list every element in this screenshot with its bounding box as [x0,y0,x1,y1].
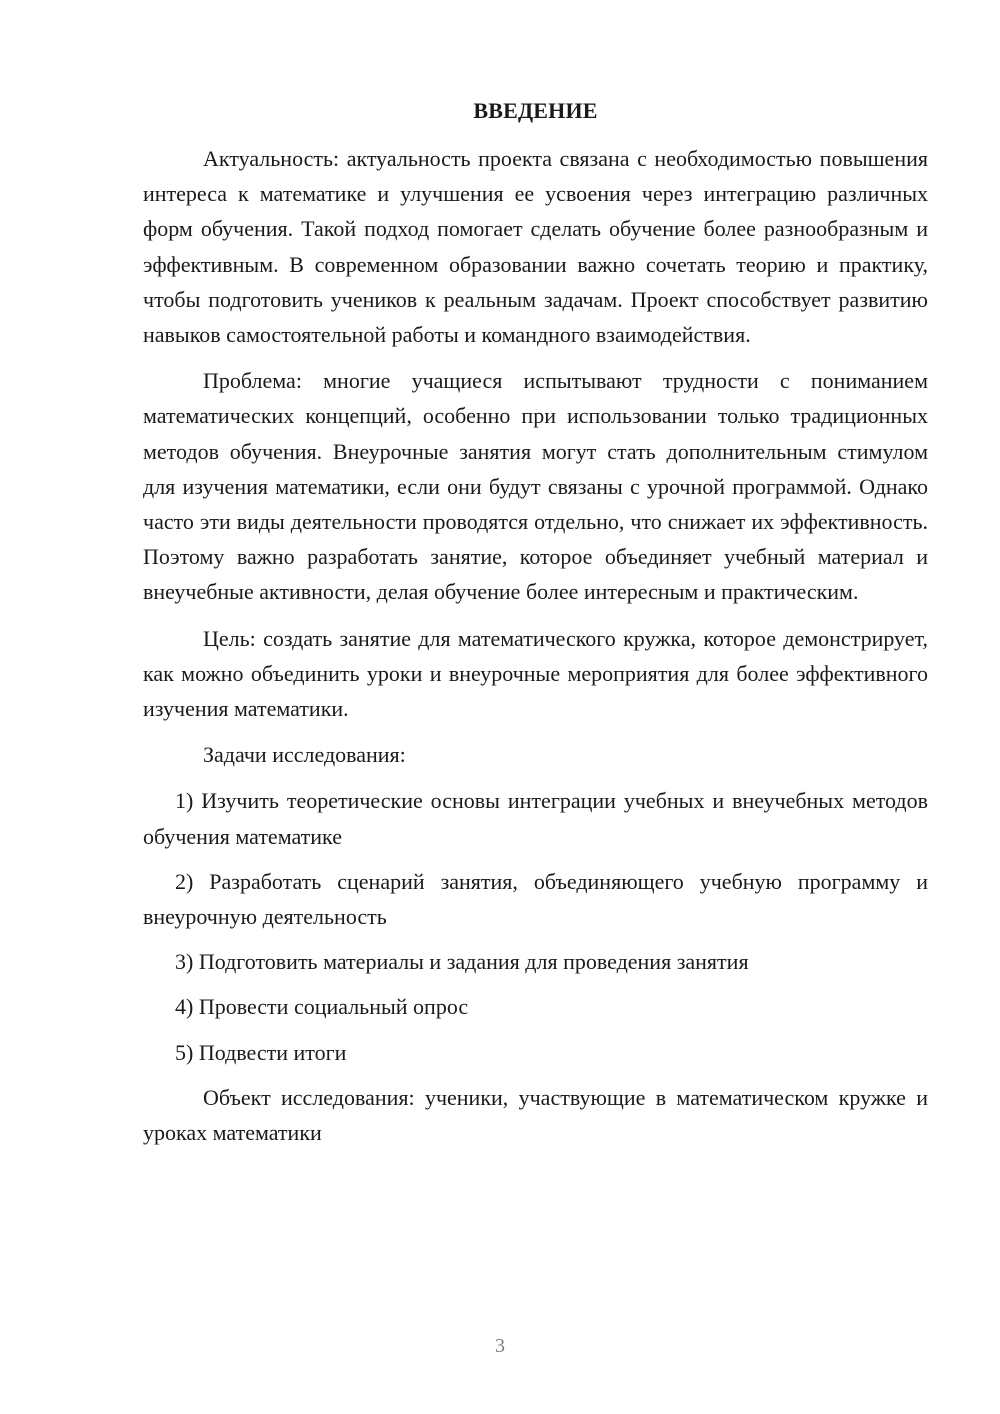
section-heading: ВВЕДЕНИЕ [473,98,598,123]
tasks-list [143,783,928,1069]
object-paragraph: Объект исследования: ученики, участвующие в математическом кружке и уроках математики [143,1084,928,1146]
tasks-title: Задачи исследования: [203,742,406,768]
list-item: 2) Разработать сценарий занятия, объединяющего учебную программу и внеурочную деятельность [143,868,928,930]
page-number: 3 [495,1335,505,1357]
list-item: 1) Изучить теоретические основы интеграции учебных и внеучебных методов обучения математике [143,788,928,849]
document-page [143,95,928,1161]
list-item: 3) Подготовить материалы и задания для проведения занятия [175,949,749,975]
goal-paragraph: Цель: создать занятие для математического кружка, которое демонстрирует, как можно объединить уроки и внеурочные мероприятия для более эффективного изучения математики. [143,625,928,722]
list-item: 4) Провести социальный опрос [175,994,469,1020]
relevance-paragraph: Актуальность: актуальность проекта связана с необходимостью повышения интереса к математике и улучшения ее усвоения через интеграцию различных форм обучения. Такой подход помогает сделать обучение более разнообразным и эффективным. В современном образовании важно сочетать теорию и практику, чтобы подготовить учеников к реальным задачам. Проект способствует развитию навыков самостоятельной работы и командного взаимодействия. [143,146,928,348]
list-item: 5) Подвести итоги [175,1039,347,1065]
problem-paragraph: Проблема: многие учащиеся испытывают трудности с пониманием математических концепций, особенно при использовании только традиционных методов обучения. Внеурочные занятия могут стать дополнительным стимулом для изучения математики, если они будут связаны с урочной программой. Однако часто эти виды деятельности проводятся отдельно, что снижает их эффективность. Поэтому важно разработать занятие, которое объединяет учебный материал и внеучебные активности, делая обучение более интересным и практическим. [143,368,928,605]
